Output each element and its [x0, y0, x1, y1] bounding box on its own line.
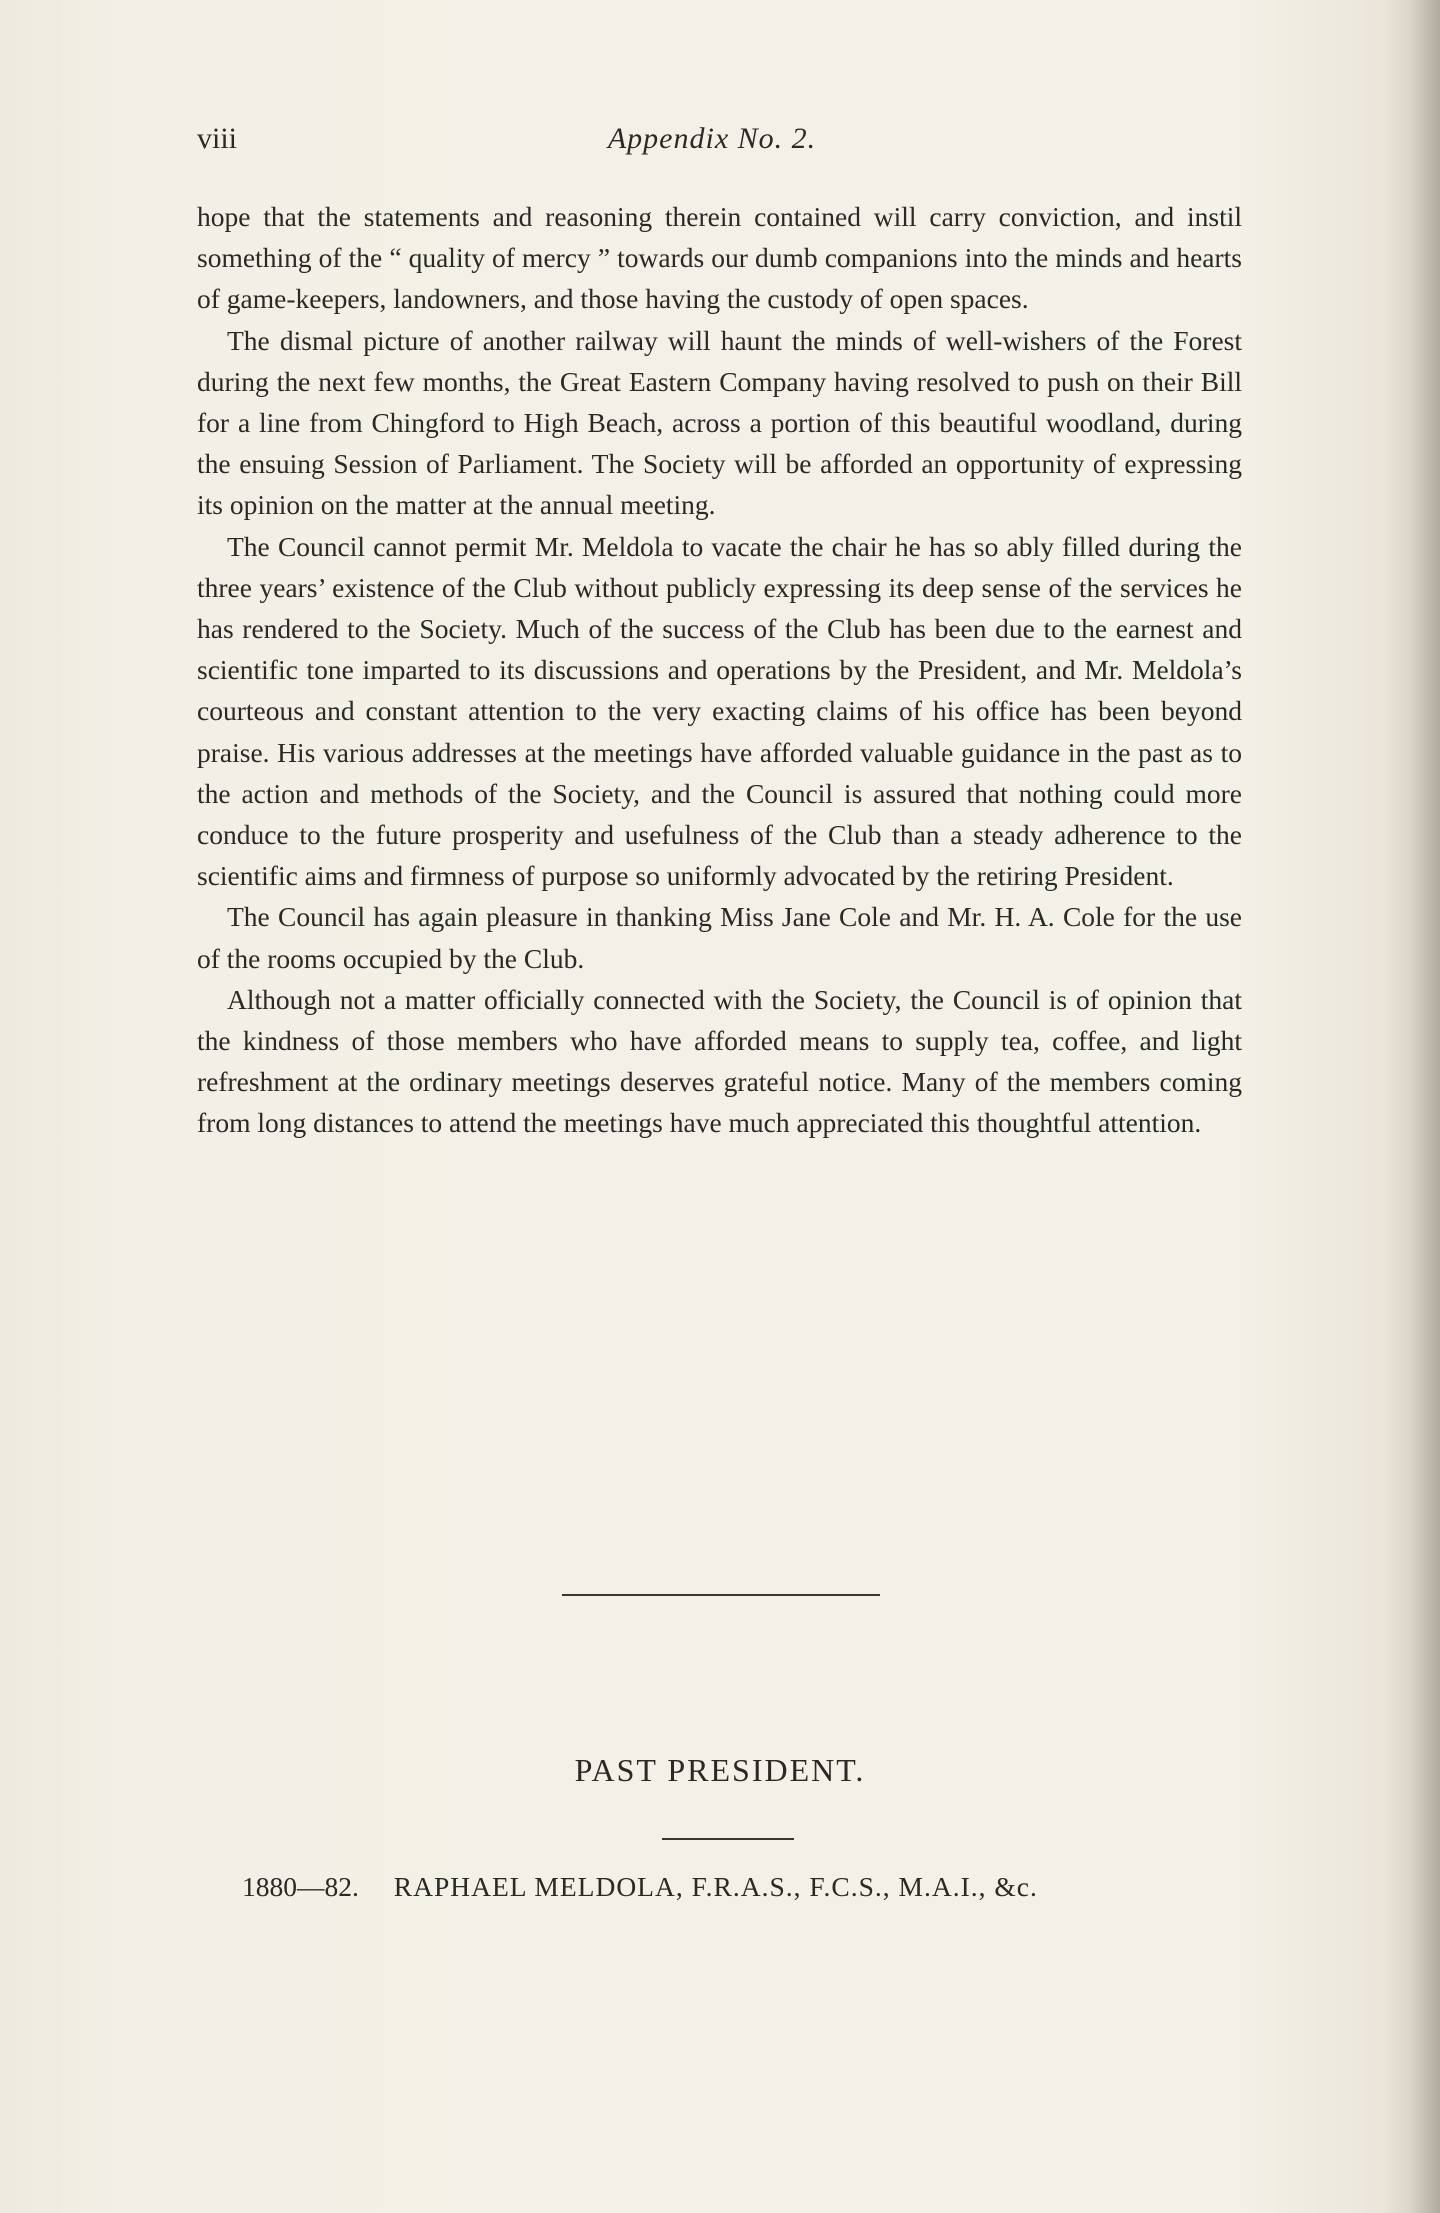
page-edge-shadow	[1410, 0, 1440, 2213]
paragraph: The dismal picture of another railway will haunt the minds of well-wishers of the Forest during the next few months, the Great Eastern Company having resolved to push on their Bill for a line from Chingford to High Beach, across a portion of this beautiful woodland, during the ensuing Session of Parliament. The Society will be afforded an opportunity of expressing its opinion on the matter at the annual meeting.	[197, 324, 1242, 521]
paragraph: Although not a matter officially connected with the Society, the Council is of opinion that the kindness of those members who have afforded means to supply tea, coffee, and light refreshment at the ordinary meetings deserves grateful notice. Many of the members coming from long distances to attend the meetings have much appreciated this thoughtful attention.	[197, 983, 1242, 1139]
title-underline	[662, 1838, 794, 1840]
paragraph: The Council cannot permit Mr. Meldola to vacate the chair he has so ably filled during the three years’ existence of the Club without publicly expressing its deep sense of the services he has rendered to the Society. Much of the success of the Club has been due to the earnest and scientific tone imparted to its discussions and operations by the President, and Mr. Meldola’s courteous and constant attention to the very exacting claims of his office has been beyond praise. His various addresses at the meetings have afforded valuable guidance in the past as to the action and methods of the Society, and the Council is assured that nothing could more conduce to the future prosperity and usefulness of the Club than a steady adherence to the scientific aims and firmness of purpose so uniformly advocated by the retiring President.	[197, 530, 1242, 892]
section-title: PAST PRESIDENT.	[574, 1752, 866, 1788]
president-name: RAPHAEL MELDOLA, F.R.A.S., F.C.S., M.A.I., &c.	[393, 1871, 1038, 1902]
term-years: 1880—82.	[242, 1871, 359, 1902]
paragraph: The Council has again pleasure in thanking Miss Jane Cole and Mr. H. A. Cole for the use of the rooms occupied by the Club.	[197, 901, 1242, 974]
paragraph: hope that the statements and reasoning therein contained will carry conviction, and instil something of the “ quality of mercy ” towards our dumb companions into the minds and hearts of game-keepers, landowners, and those having the custody of open spaces.	[197, 201, 1242, 315]
page-header	[197, 122, 1227, 162]
body-text	[197, 196, 1242, 1144]
page-number: viii	[197, 122, 238, 155]
running-head: Appendix No. 2.	[607, 122, 817, 155]
section-divider	[562, 1594, 880, 1596]
past-president-entry	[242, 1871, 1242, 1903]
